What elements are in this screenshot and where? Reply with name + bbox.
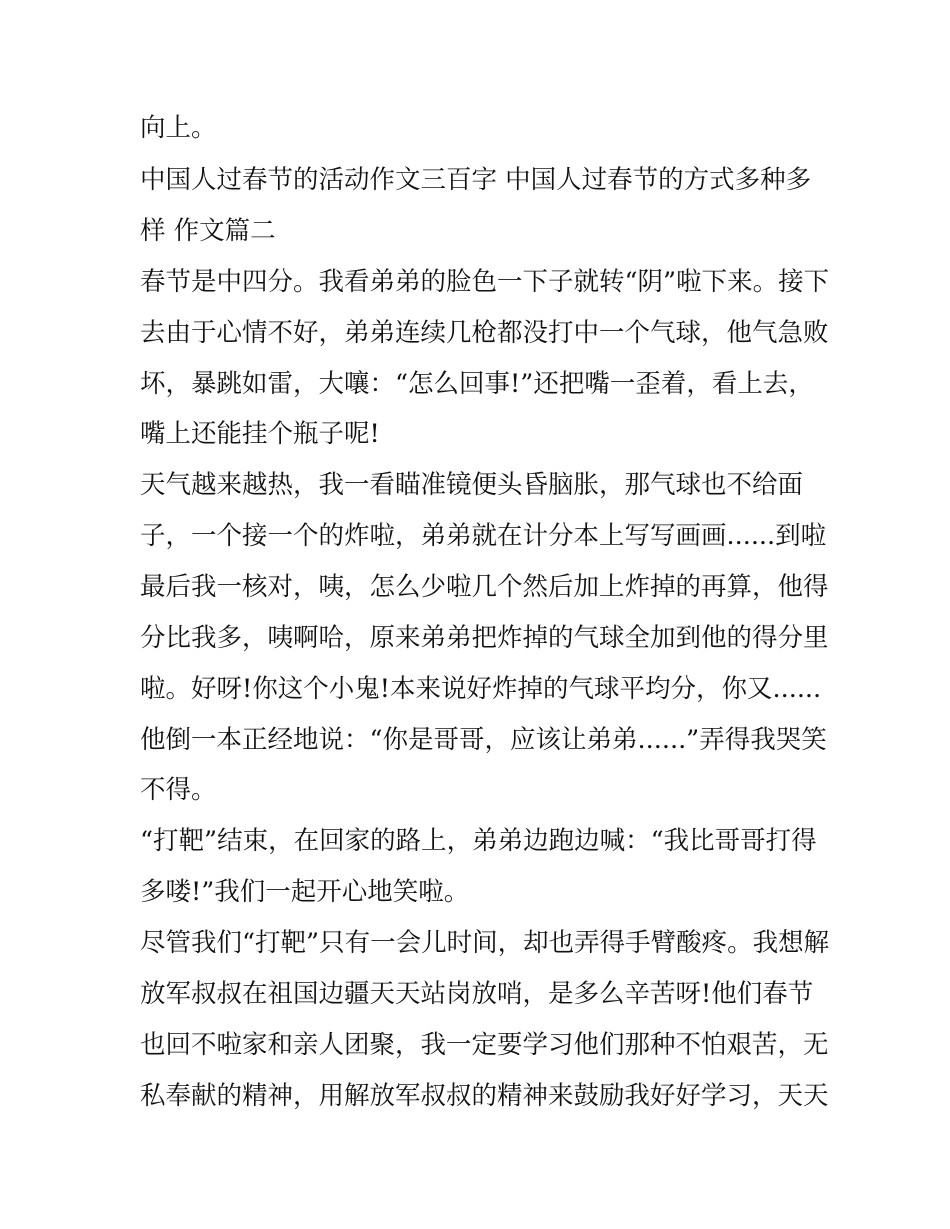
text-line-6: 坏，暴跳如雷，大嚷：“怎么回事!”还把嘴一歪着，看上去， — [140, 369, 814, 399]
text-line-9: 子，一个接一个的炸啦，弟弟就在计分本上写写画画......到啦 — [140, 521, 827, 551]
text-line-2: 中国人过春节的活动作文三百字 中国人过春节的方式多种多 — [140, 165, 812, 195]
text-line-16: 多喽!”我们一起开心地笑啦。 — [140, 877, 470, 907]
text-line-20: 私奉献的精神，用解放军叔叔的精神来鼓励我好好学习，天天 — [140, 1081, 829, 1111]
text-line-1: 向上。 — [140, 113, 217, 143]
text-line-8: 天气越来越热，我一看瞄准镜便头昏脑胀，那气球也不给面 — [140, 470, 804, 500]
text-line-13: 他倒一本正经地说：“你是哥哥，应该让弟弟......”弄得我哭笑 — [140, 725, 827, 755]
text-line-7: 嘴上还能挂个瓶子呢! — [140, 419, 380, 449]
text-line-11: 分比我多，咦啊哈，原来弟弟把炸掉的气球全加到他的得分里 — [140, 623, 829, 653]
text-line-4: 春节是中四分。我看弟弟的脸色一下子就转“阴”啦下来。接下 — [140, 267, 830, 297]
text-line-12: 啦。好呀!你这个小鬼!本来说好炸掉的气球平均分，你又...... — [140, 674, 822, 704]
text-line-3: 样 作文篇二 — [140, 216, 276, 246]
text-line-17: 尽管我们“打靶”只有一会儿时间，却也弄得手臂酸疼。我想解 — [140, 928, 830, 958]
text-line-18: 放军叔叔在祖国边疆天天站岗放哨，是多么辛苦呀!他们春节 — [140, 979, 814, 1009]
text-line-10: 最后我一核对，咦，怎么少啦几个然后加上炸掉的再算，他得 — [140, 572, 829, 602]
text-line-19: 也回不啦家和亲人团聚，我一定要学习他们那种不怕艰苦，无 — [140, 1030, 829, 1060]
text-line-15: “打靶”结束，在回家的路上，弟弟边跑边喊：“我比哥哥打得 — [140, 826, 817, 856]
text-line-14: 不得。 — [140, 775, 217, 805]
text-line-5: 去由于心情不好，弟弟连续几枪都没打中一个气球，他气急败 — [140, 318, 829, 348]
